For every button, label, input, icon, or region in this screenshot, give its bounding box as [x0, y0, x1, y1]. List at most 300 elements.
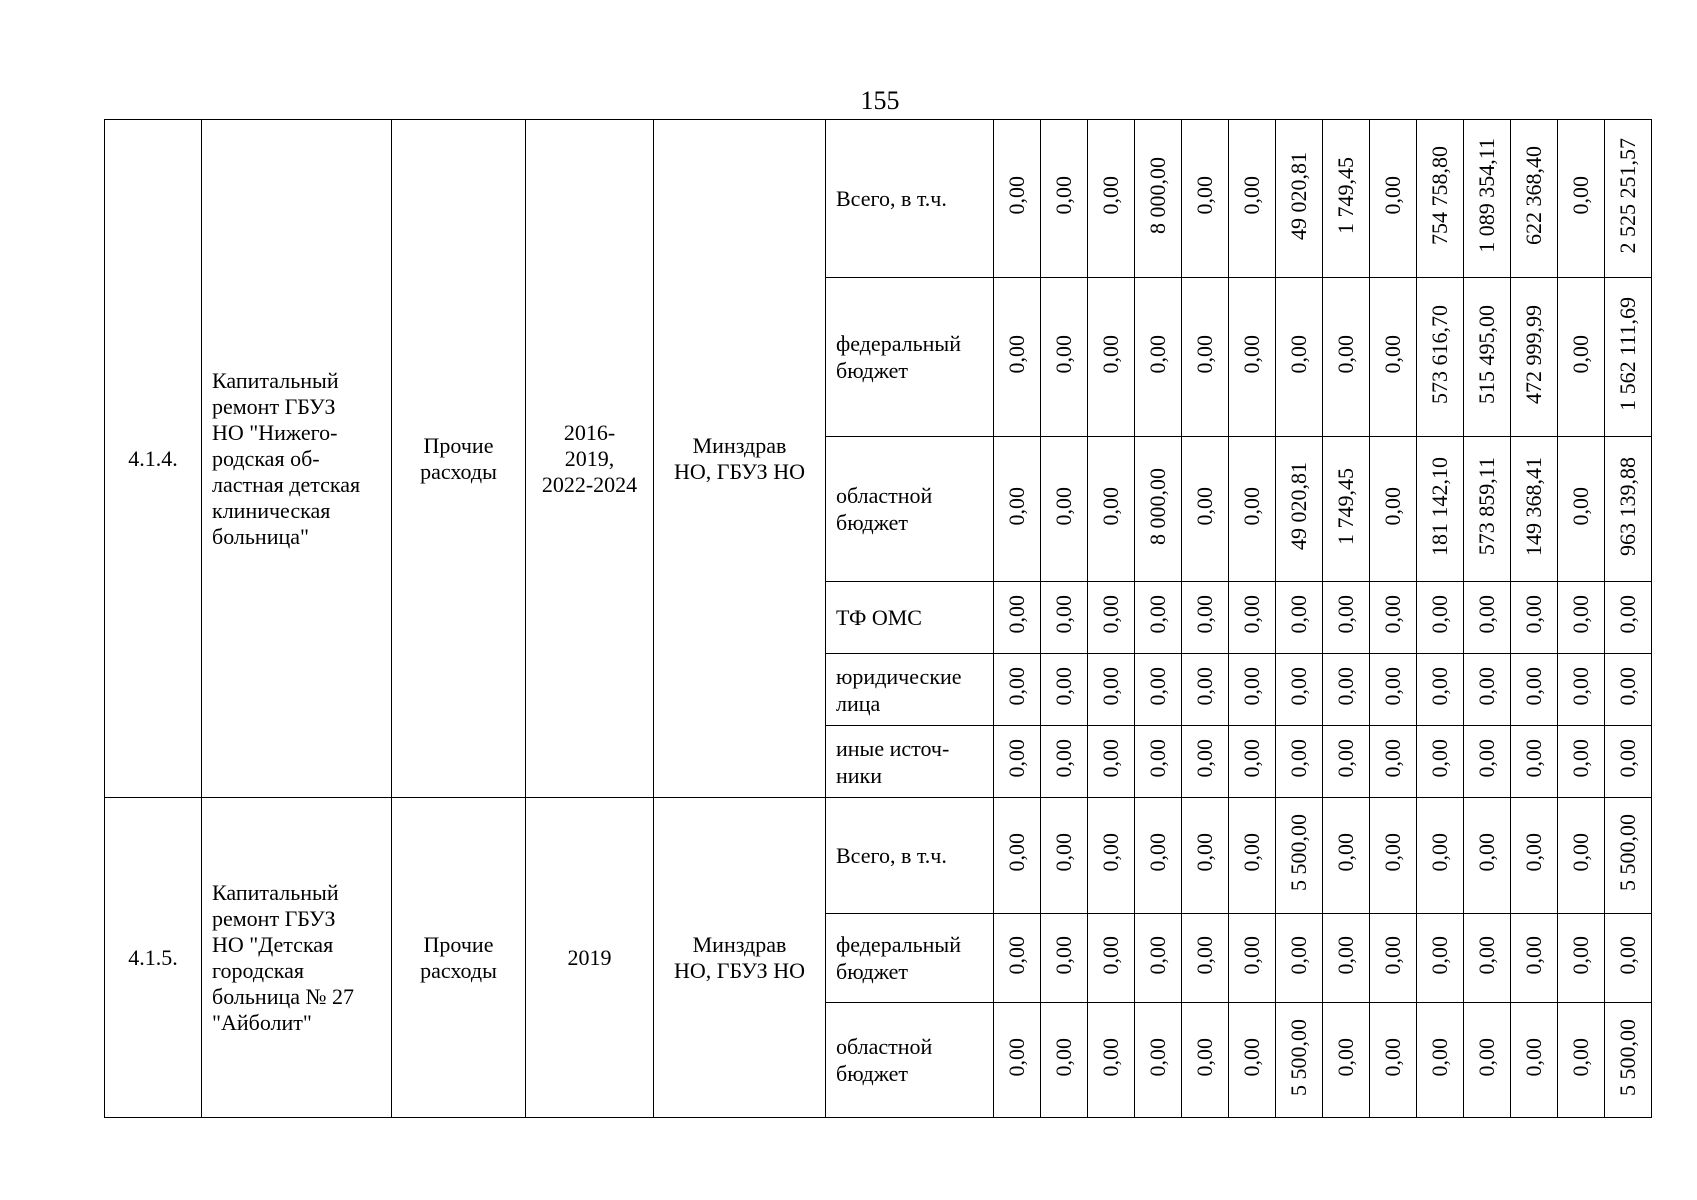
amount-cell [1135, 278, 1182, 437]
amount-value: 754 758,80 [1427, 146, 1452, 245]
amount-cell [1229, 120, 1276, 278]
amount-value: 0,00 [1192, 739, 1217, 778]
amount-value: 0,00 [1239, 935, 1264, 975]
amount-cell [1511, 798, 1558, 914]
amount-cell [1182, 726, 1229, 798]
amount-value: 0,00 [1521, 833, 1546, 872]
amount-cell [1041, 726, 1088, 798]
amount-value: 0,00 [1427, 667, 1452, 706]
amount-cell [1511, 726, 1558, 798]
amount-value: 5 500,00 [1615, 1018, 1640, 1096]
amount-cell [1417, 278, 1464, 437]
amount-value: 0,00 [1004, 667, 1029, 706]
page-number: 155 [860, 86, 900, 115]
amount-cell [1323, 1003, 1370, 1118]
amount-value: 0,00 [1333, 739, 1358, 778]
amount-cell [1558, 654, 1605, 726]
amount-cell [1135, 120, 1182, 278]
amount-value: 0,00 [1051, 334, 1076, 374]
expense-type [392, 798, 526, 1118]
amount-cell [1323, 582, 1370, 654]
amount-value: 0,00 [1427, 833, 1452, 872]
amount-cell [1558, 798, 1605, 914]
amount-value: 0,00 [1004, 486, 1029, 526]
amount-value: 0,00 [1239, 833, 1264, 872]
amount-value: 5 500,00 [1286, 814, 1311, 891]
amount-cell [1276, 278, 1323, 437]
amount-value: 0,00 [1004, 334, 1029, 374]
funding-source [826, 654, 994, 726]
amount-value: 0,00 [1051, 833, 1076, 872]
amount-cell [1511, 654, 1558, 726]
amount-cell [1605, 120, 1652, 278]
text-line: больница" [212, 523, 309, 549]
amount-cell [1323, 914, 1370, 1003]
amount-value: 0,00 [1192, 667, 1217, 706]
amount-value: 0,00 [1239, 739, 1264, 778]
amount-value: 622 368,40 [1521, 146, 1546, 245]
text-line: ТФ ОМС [836, 605, 922, 630]
amount-cell [1370, 726, 1417, 798]
amount-cell [1041, 437, 1088, 582]
amount-value: 0,00 [1239, 667, 1264, 706]
text-line: Всего, в т.ч. [836, 843, 947, 868]
amount-cell [1276, 798, 1323, 914]
amount-value: 0,00 [1568, 833, 1593, 872]
amount-value: 8 000,00 [1145, 157, 1170, 234]
amount-value: 0,00 [1098, 595, 1123, 634]
text-line: иные источ- [836, 735, 950, 761]
amount-cell [1088, 582, 1135, 654]
amount-cell [1088, 726, 1135, 798]
amount-value: 0,00 [1474, 595, 1499, 634]
amount-cell [1229, 582, 1276, 654]
amount-cell [1182, 654, 1229, 726]
amount-value: 0,00 [1051, 595, 1076, 634]
text-line: бюджет [836, 510, 908, 535]
amount-cell [994, 726, 1041, 798]
amount-cell [1276, 437, 1323, 582]
amount-value: 0,00 [1380, 176, 1405, 215]
amount-value: 0,00 [1145, 935, 1170, 975]
amount-cell [1088, 278, 1135, 437]
amount-cell [1605, 437, 1652, 582]
amount-cell [1370, 582, 1417, 654]
text-line: лица [836, 690, 881, 716]
amount-value: 0,00 [1192, 176, 1217, 215]
amount-value: 0,00 [1474, 739, 1499, 778]
amount-cell [1511, 1003, 1558, 1118]
amount-value: 0,00 [1380, 1037, 1405, 1077]
period [526, 120, 654, 798]
amount-value: 963 139,88 [1615, 456, 1640, 556]
amount-cell [1135, 582, 1182, 654]
amount-value: 0,00 [1004, 739, 1029, 778]
amount-cell [1370, 437, 1417, 582]
amount-cell [1276, 582, 1323, 654]
amount-cell [1088, 120, 1135, 278]
amount-cell [1511, 914, 1558, 1003]
amount-value: 0,00 [1615, 739, 1640, 778]
text-line: федеральный [836, 932, 961, 957]
amount-cell [1417, 582, 1464, 654]
amount-value: 1 749,45 [1333, 467, 1358, 545]
amount-cell [1464, 437, 1511, 582]
amount-value: 49 020,81 [1286, 151, 1311, 240]
text-line: 2019, [564, 445, 615, 471]
amount-cell [1041, 798, 1088, 914]
amount-value: 0,00 [1051, 667, 1076, 706]
amount-value: 0,00 [1239, 595, 1264, 634]
amount-value: 573 616,70 [1427, 304, 1452, 404]
amount-cell [1088, 1003, 1135, 1118]
text-line: бюджет [836, 1061, 908, 1086]
amount-cell [994, 278, 1041, 437]
amount-value: 1 749,45 [1333, 157, 1358, 234]
amount-cell [1370, 654, 1417, 726]
amount-cell [1370, 278, 1417, 437]
amount-value: 0,00 [1521, 1037, 1546, 1077]
amount-value: 149 368,41 [1521, 456, 1546, 556]
amount-value: 0,00 [1145, 667, 1170, 706]
amount-cell [1041, 582, 1088, 654]
amount-value: 0,00 [1568, 667, 1593, 706]
text-line: ники [836, 762, 883, 788]
amount-cell [1464, 120, 1511, 278]
text-line: больница № 27 [212, 983, 354, 1009]
amount-cell [1088, 914, 1135, 1003]
amount-value: 515 495,00 [1474, 304, 1499, 404]
text-line: федеральный [836, 331, 961, 356]
amount-cell [1229, 798, 1276, 914]
amount-cell [1417, 120, 1464, 278]
amount-value: 0,00 [1427, 595, 1452, 634]
amount-value: 0,00 [1286, 935, 1311, 975]
amount-cell [994, 798, 1041, 914]
amount-value: 0,00 [1098, 739, 1123, 778]
text-line: 2016- [563, 419, 616, 445]
text-line: городская [212, 957, 305, 983]
amount-value: 573 859,11 [1474, 456, 1499, 556]
amount-cell [1182, 798, 1229, 914]
amount-cell [1135, 654, 1182, 726]
amount-value: 0,00 [1474, 935, 1499, 975]
amount-cell [994, 437, 1041, 582]
amount-value: 0,00 [1615, 667, 1640, 706]
amount-cell [1229, 726, 1276, 798]
text-line: 2019 [567, 944, 612, 970]
amount-cell [1088, 437, 1135, 582]
text-line: ремонт ГБУЗ [212, 905, 336, 931]
amount-value: 0,00 [1004, 595, 1029, 634]
amount-cell [1182, 1003, 1229, 1118]
amount-value: 0,00 [1098, 1037, 1123, 1077]
amount-value: 0,00 [1568, 739, 1593, 778]
funding-source [826, 726, 994, 798]
amount-cell [1605, 582, 1652, 654]
amount-value: 0,00 [1521, 739, 1546, 778]
amount-value: 0,00 [1239, 176, 1264, 215]
amount-value: 0,00 [1568, 1037, 1593, 1077]
text-line: юридические [836, 663, 962, 689]
amount-value: 0,00 [1380, 833, 1405, 872]
amount-cell [1041, 914, 1088, 1003]
amount-value: 0,00 [1145, 334, 1170, 374]
amount-value: 0,00 [1239, 1037, 1264, 1077]
amount-value: 5 500,00 [1615, 814, 1640, 891]
amount-cell [1511, 582, 1558, 654]
amount-value: 0,00 [1051, 486, 1076, 526]
text-line: областной [836, 483, 933, 508]
amount-value: 0,00 [1286, 739, 1311, 778]
amount-value: 0,00 [1239, 486, 1264, 526]
amount-value: 181 142,10 [1427, 456, 1452, 556]
amount-value: 0,00 [1286, 595, 1311, 634]
amount-cell [1558, 914, 1605, 1003]
funding-source [826, 798, 994, 914]
amount-cell [1229, 437, 1276, 582]
amount-value: 0,00 [1286, 334, 1311, 374]
amount-value: 0,00 [1427, 1037, 1452, 1077]
amount-cell [1041, 654, 1088, 726]
project-name [202, 120, 392, 798]
amount-cell [1276, 726, 1323, 798]
amount-value: 0,00 [1145, 1037, 1170, 1077]
amount-value: 0,00 [1333, 935, 1358, 975]
amount-value: 0,00 [1004, 1037, 1029, 1077]
amount-cell [1464, 798, 1511, 914]
period [526, 798, 654, 1118]
amount-cell [1605, 278, 1652, 437]
amount-value: 0,00 [1474, 667, 1499, 706]
amount-value: 0,00 [1286, 667, 1311, 706]
text-line: НО, ГБУЗ НО [674, 458, 805, 484]
amount-cell [1323, 726, 1370, 798]
amount-value: 0,00 [1380, 334, 1405, 374]
amount-cell [1464, 1003, 1511, 1118]
text-line: "Айболит" [212, 1009, 312, 1035]
amount-cell [1558, 278, 1605, 437]
text-line: НО "Детская [212, 931, 334, 957]
table-row [105, 120, 1652, 278]
amount-value: 0,00 [1145, 595, 1170, 634]
amount-cell [1417, 726, 1464, 798]
amount-cell [1323, 278, 1370, 437]
amount-cell [994, 914, 1041, 1003]
amount-cell [1135, 798, 1182, 914]
funding-source [826, 1003, 994, 1118]
executor [654, 120, 826, 798]
amount-value: 0,00 [1098, 334, 1123, 374]
amount-cell [1182, 278, 1229, 437]
amount-value: 0,00 [1427, 935, 1452, 975]
amount-value: 0,00 [1145, 833, 1170, 872]
amount-cell [1135, 726, 1182, 798]
amount-value: 2 525 251,57 [1615, 137, 1640, 254]
amount-cell [1511, 278, 1558, 437]
amount-value: 0,00 [1568, 595, 1593, 634]
amount-cell [1182, 582, 1229, 654]
amount-value: 0,00 [1333, 667, 1358, 706]
amount-cell [1417, 914, 1464, 1003]
text-line: Минздрав [692, 931, 787, 957]
amount-cell [1276, 654, 1323, 726]
amount-value: 1 089 354,11 [1474, 138, 1499, 253]
amount-cell [1135, 914, 1182, 1003]
amount-cell [1323, 437, 1370, 582]
amount-value: 0,00 [1051, 1037, 1076, 1077]
amount-value: 0,00 [1568, 334, 1593, 374]
amount-value: 0,00 [1568, 935, 1593, 975]
amount-cell [1229, 654, 1276, 726]
text-line: НО, ГБУЗ НО [674, 957, 805, 983]
amount-cell [994, 654, 1041, 726]
amount-cell [1229, 1003, 1276, 1118]
amount-value: 0,00 [1474, 1037, 1499, 1077]
amount-cell [1323, 120, 1370, 278]
amount-value: 0,00 [1098, 176, 1123, 215]
text-line: расходы [420, 957, 497, 983]
amount-value: 0,00 [1380, 739, 1405, 778]
table-row [105, 798, 1652, 914]
amount-cell [1605, 1003, 1652, 1118]
amount-cell [1276, 1003, 1323, 1118]
amount-value: 0,00 [1521, 935, 1546, 975]
amount-cell [1417, 798, 1464, 914]
amount-value: 5 500,00 [1286, 1018, 1311, 1096]
amount-cell [1558, 120, 1605, 278]
amount-value: 0,00 [1380, 667, 1405, 706]
amount-value: 0,00 [1004, 176, 1029, 215]
amount-cell [1135, 1003, 1182, 1118]
text-line: областной [836, 1034, 933, 1059]
text-line: ремонт ГБУЗ [212, 393, 336, 419]
amount-cell [1464, 914, 1511, 1003]
amount-value: 0,00 [1521, 595, 1546, 634]
amount-value: 0,00 [1239, 334, 1264, 374]
amount-cell [1370, 1003, 1417, 1118]
amount-cell [1558, 1003, 1605, 1118]
funding-source [826, 437, 994, 582]
amount-cell [1370, 798, 1417, 914]
amount-cell [1464, 726, 1511, 798]
amount-cell [1417, 437, 1464, 582]
amount-value: 0,00 [1615, 935, 1640, 975]
text-line: ластная детская [212, 471, 361, 497]
amount-cell [1605, 726, 1652, 798]
amount-value: 0,00 [1380, 935, 1405, 975]
amount-value: 0,00 [1192, 334, 1217, 374]
amount-value: 0,00 [1192, 1037, 1217, 1077]
amount-value: 8 000,00 [1145, 467, 1170, 545]
amount-value: 0,00 [1145, 739, 1170, 778]
amount-cell [1041, 1003, 1088, 1118]
amount-value: 0,00 [1051, 935, 1076, 975]
amount-cell [994, 120, 1041, 278]
funding-source [826, 120, 994, 278]
amount-value: 0,00 [1474, 833, 1499, 872]
amount-cell [994, 582, 1041, 654]
amount-value: 0,00 [1521, 667, 1546, 706]
amount-cell [1558, 582, 1605, 654]
amount-cell [994, 1003, 1041, 1118]
funding-source [826, 914, 994, 1003]
amount-cell [1605, 798, 1652, 914]
funding-table [104, 119, 1652, 1118]
amount-cell [1088, 798, 1135, 914]
amount-value: 0,00 [1098, 667, 1123, 706]
amount-cell [1464, 654, 1511, 726]
amount-value: 0,00 [1192, 486, 1217, 526]
text-line: Прочие [423, 432, 494, 458]
amount-cell [1182, 914, 1229, 1003]
amount-value: 0,00 [1333, 334, 1358, 374]
amount-cell [1323, 798, 1370, 914]
amount-cell [1135, 437, 1182, 582]
amount-cell [1088, 654, 1135, 726]
text-line: 2022-2024 [541, 471, 638, 497]
text-line: расходы [420, 458, 497, 484]
text-line: Минздрав [692, 432, 787, 458]
amount-value: 0,00 [1098, 486, 1123, 526]
amount-cell [1229, 914, 1276, 1003]
amount-cell [1229, 278, 1276, 437]
amount-cell [1511, 437, 1558, 582]
text-line: Капитальный [212, 879, 339, 905]
amount-cell [1323, 654, 1370, 726]
funding-source [826, 278, 994, 437]
amount-value: 0,00 [1098, 935, 1123, 975]
amount-value: 0,00 [1380, 486, 1405, 526]
amount-cell [1605, 914, 1652, 1003]
funding-source [826, 582, 994, 654]
amount-cell [1370, 914, 1417, 1003]
amount-cell [1417, 654, 1464, 726]
amount-cell [1558, 726, 1605, 798]
text-line: родская об- [212, 445, 320, 471]
amount-value: 0,00 [1192, 833, 1217, 872]
project-name [202, 798, 392, 1118]
amount-value: 0,00 [1615, 595, 1640, 634]
amount-cell [1558, 437, 1605, 582]
amount-cell [1182, 120, 1229, 278]
amount-value: 472 999,99 [1521, 304, 1546, 404]
amount-cell [1605, 654, 1652, 726]
amount-value: 0,00 [1051, 739, 1076, 778]
amount-value: 49 020,81 [1286, 462, 1311, 550]
amount-value: 0,00 [1427, 739, 1452, 778]
text-line: бюджет [836, 358, 908, 383]
amount-value: 0,00 [1333, 833, 1358, 872]
text-line: Прочие [423, 931, 494, 957]
amount-value: 0,00 [1333, 1037, 1358, 1077]
text-line: НО "Нижего- [212, 419, 338, 445]
amount-value: 0,00 [1380, 595, 1405, 634]
amount-value: 0,00 [1098, 833, 1123, 872]
project-code: 4.1.4. [105, 120, 202, 798]
amount-value: 0,00 [1192, 935, 1217, 975]
expense-type [392, 120, 526, 798]
text-line: Капитальный [212, 367, 339, 393]
project-code: 4.1.5. [105, 798, 202, 1118]
amount-value: 0,00 [1568, 176, 1593, 215]
amount-cell [1417, 1003, 1464, 1118]
amount-cell [1276, 120, 1323, 278]
amount-cell [1276, 914, 1323, 1003]
amount-cell [1464, 278, 1511, 437]
text-line: бюджет [836, 959, 908, 984]
amount-cell [1511, 120, 1558, 278]
